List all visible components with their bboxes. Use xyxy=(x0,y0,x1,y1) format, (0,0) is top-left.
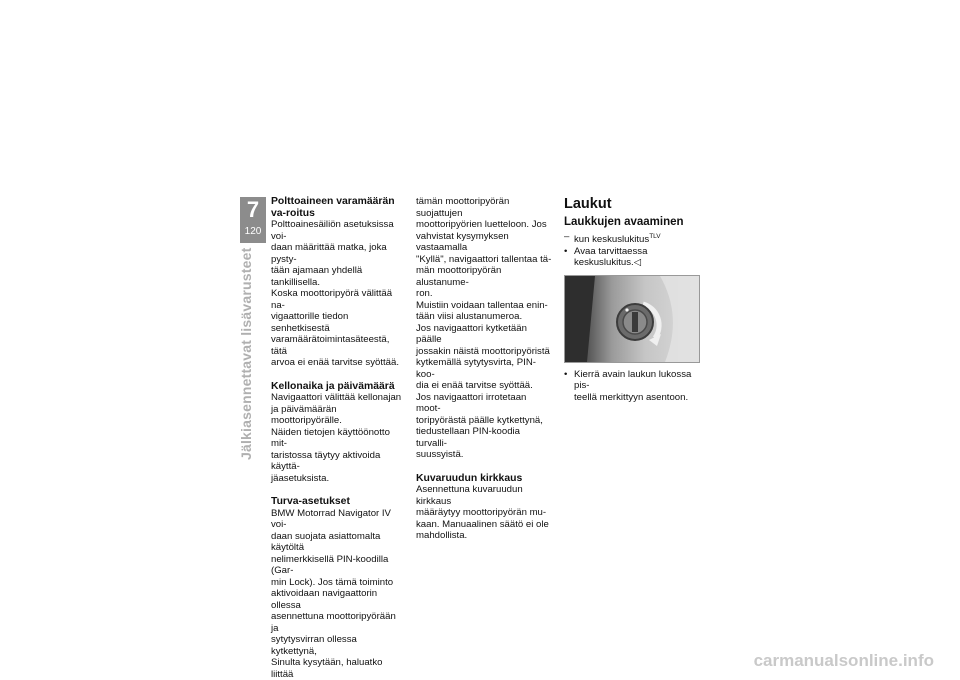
section-heading-brightness: Kuvaruudun kirkkaus xyxy=(416,472,523,484)
text-line: Avaa tarvittaessa xyxy=(574,245,648,257)
text-line: tään ajamaan yhdellä tankillisella. xyxy=(271,265,363,288)
text-line: min Lock). Jos tämä toiminto xyxy=(271,576,394,588)
step-item xyxy=(564,369,704,404)
section-heading-opening: Laukkujen avaaminen xyxy=(564,216,684,228)
page-number: 120 xyxy=(244,226,262,237)
text-line: määräytyy moottoripyörän mu- xyxy=(416,507,547,518)
text-line: tämän moottoripyörän suojattujen xyxy=(416,196,510,219)
condition-item xyxy=(564,231,704,246)
text-line: daan määrittää matka, joka pysty- xyxy=(271,242,387,265)
text-line: tiedustellaan PIN-koodia turvalli- xyxy=(416,426,520,449)
bullet-marker: • xyxy=(564,245,568,257)
steps-list xyxy=(564,231,704,269)
dash-marker: – xyxy=(564,231,570,242)
text-line: kytkemällä sytytysvirta, PIN-koo- xyxy=(416,357,536,380)
text-line: Sinulta kysytään, haluatko liittää xyxy=(271,657,383,680)
condition-superscript: TLV xyxy=(649,233,661,240)
condition-text: kun keskuslukitus xyxy=(574,234,650,246)
text-line: varamäärätoimintasäteestä, tätä xyxy=(271,334,390,357)
text-line: keskuslukitus.◁ xyxy=(574,257,642,269)
chapter-heading: Laukut xyxy=(564,196,612,212)
text-line: Polttoainesäiliön asetuksissa voi- xyxy=(271,219,394,242)
text-line: män moottoripyörän alustanume- xyxy=(416,265,502,288)
text-line: mahdollista. xyxy=(416,530,468,541)
text-line: nelimerkkisellä PIN-koodilla (Gar- xyxy=(271,553,389,576)
bullet-marker: • xyxy=(564,368,568,380)
text-line: jossakin näistä moottoripyöristä xyxy=(416,345,550,357)
column-2 xyxy=(416,196,552,542)
text-line: vahvistat kysymyksen vastaamalla xyxy=(416,230,509,253)
text-line: suussyistä. xyxy=(416,449,464,460)
text-line: Muistiin voidaan tallentaa enin- xyxy=(416,299,548,311)
text-line: moottoripyörien luetteloon. Jos xyxy=(416,219,547,230)
step-item xyxy=(564,246,704,269)
text-line: ron. xyxy=(416,288,433,299)
text-line: BMW Motorrad Navigator IV voi- xyxy=(271,507,391,530)
chapter-number: 7 xyxy=(246,197,260,222)
text-line: Koska moottoripyörä välittää na- xyxy=(271,288,393,311)
lock-knob-illustration xyxy=(565,276,699,362)
text-line: Näiden tietojen käyttöönotto mit- xyxy=(271,426,390,449)
section-heading-fuel-reserve: Polttoaineen varamäärän va-roitus xyxy=(271,196,395,219)
text-line: dia ei enää tarvitse syöttää. xyxy=(416,380,533,391)
section-heading-time-date: Kellonaika ja päivämäärä xyxy=(271,380,395,392)
text-line: taristossa täytyy aktivoida käyttä- xyxy=(271,449,381,472)
text-line: kaan. Manuaalinen säätö ei ole xyxy=(416,518,549,530)
text-line: Navigaattori välittää kellonajan xyxy=(271,392,402,403)
text-line: Asennettuna kuvaruudun kirkkaus xyxy=(416,484,523,507)
text-line: arvoa ei enää tarvitse syöttää. xyxy=(271,357,399,368)
footer-watermark: carmanualsonline.info xyxy=(753,651,934,670)
text-line: asennettuna moottoripyörään ja xyxy=(271,611,396,634)
text-line: Kierrä avain laukun lukossa pis- xyxy=(574,368,692,392)
side-chapter-title: Jälkiasennettavat lisävarusteet xyxy=(238,247,254,460)
text-line: daan suojata asiattomalta käytöltä xyxy=(271,530,381,553)
text-line: "Kyllä", navigaattori tallentaa tä- xyxy=(416,253,552,265)
section-heading-security: Turva-asetukset xyxy=(271,496,350,507)
text-line: teellä merkittyyn asentoon. xyxy=(574,391,689,403)
text-line: aktivoidaan navigaattorin ollessa xyxy=(271,588,378,611)
text-line: jäasetuksista. xyxy=(271,472,330,484)
text-line: vigaattorille tiedon senhetkisestä xyxy=(271,311,349,334)
column-3 xyxy=(564,196,704,403)
lock-knob-photo xyxy=(564,275,700,363)
text-line: ja päivämäärän moottoripyörälle. xyxy=(271,403,342,426)
text-line: tään viisi alustanumeroa. xyxy=(416,311,523,322)
column-1 xyxy=(271,196,405,680)
text-line: toripyörästä päälle kytkettynä, xyxy=(416,414,543,426)
text-line: Jos navigaattori kytketään päälle xyxy=(416,322,527,345)
text-line: Jos navigaattori irrotetaan moot- xyxy=(416,391,527,414)
steps-list-2 xyxy=(564,369,704,404)
text-line: sytytysvirran ollessa kytkettynä, xyxy=(271,634,357,657)
chapter-tab xyxy=(240,197,266,243)
